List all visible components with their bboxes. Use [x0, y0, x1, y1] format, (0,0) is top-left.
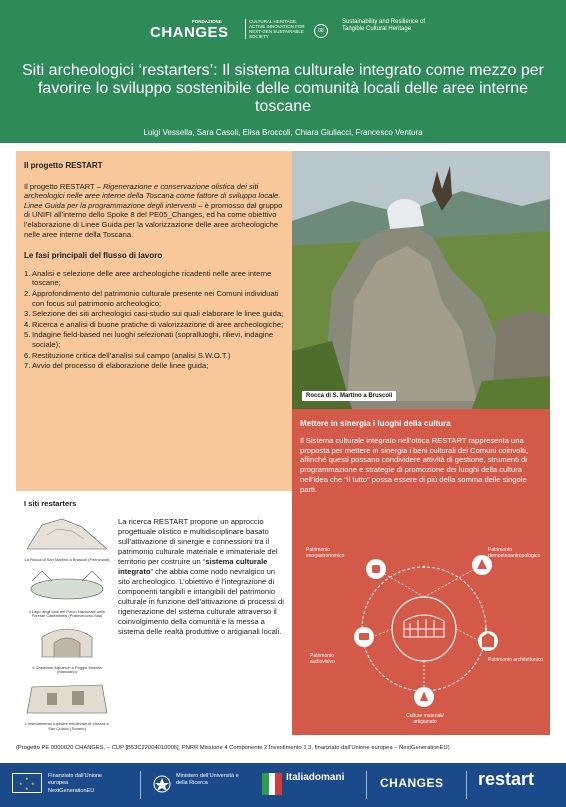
- sites-text-a: La ricerca RESTART propone un approccio progettuale olistico e multidisciplinare basato sull’attivazione di sinergie e connessioni tra il patrimonio culturale materiale e immateriale del territorio per costruire un “: [118, 517, 278, 566]
- phase-item: [24, 351, 284, 361]
- phase-item: [24, 269, 284, 288]
- phase-number: 6.: [24, 350, 31, 360]
- footer-italiadomani: Italiadomani: [286, 772, 345, 783]
- phase-item: [24, 309, 284, 319]
- logo-changes-tagline: CULTURAL HERITAGE, ACTIVE INNOVATION FOR NEXT-GEN SUSTAINABLE SOCIETY: [245, 19, 305, 39]
- synergy-panel: [292, 409, 550, 735]
- funding-note: (Progetto PE 0000020 CHANGES, – CUP [B53C22004010006], PNRR Missione 4 Componente 2 Investimento 1.3, finanziato dall’Unione europea – NextGenerationEU): [16, 745, 450, 751]
- phase-number: 5.: [24, 330, 31, 340]
- poster-title: Siti archeologici ‘restarters’: Il sistema culturale integrato come mezzo per favorire lo sviluppo sostenibile delle comunità locali delle aree interne toscane: [22, 62, 544, 115]
- phases-list: [24, 269, 284, 371]
- logo-spoke: Sustainability and Resilience of Tangible Cultural Heritage: [342, 19, 426, 32]
- phase-text: Avvio del processo di elaborazione delle linee guida;: [32, 361, 209, 371]
- phase-item: [24, 361, 284, 371]
- phase-text: Indagine field-based nei luoghi selezionati (sopralluoghi, rilievi, indagine sociale);: [32, 330, 274, 349]
- integrated-system-diagram: [292, 529, 550, 735]
- project-description: [24, 182, 284, 240]
- phase-item: [24, 320, 284, 330]
- footer-restart-logo: restart: [478, 769, 535, 789]
- footer-eu-label: Finanziato dall’Unione europea: [48, 773, 103, 786]
- diagram-graphic: [292, 529, 550, 735]
- phase-number: 4.: [24, 319, 31, 329]
- spoke-badge: 08: [314, 24, 328, 38]
- sites-text-c: ” che abbia come nodo nevralgico un sito archeologico. L’obiettivo è l’integrazione di componenti tangibili e intangibili del patrimonio culturale in funzione dell’attivazione di processi di rigenerazione del sistema culturale attraverso il coinvolgimento della comunità e la messa a sistema delle realtà produttive o artigianali locali.: [118, 567, 284, 636]
- phase-text: Ricerca e analisi di buone pratiche di valorizzazione di aree archeologiche;: [32, 319, 284, 329]
- label-enogastronomico: Patrimonio enogastronomico: [306, 547, 345, 559]
- phase-number: 1.: [24, 268, 31, 278]
- footer-eu-sub: NextGenerationEU: [48, 788, 95, 794]
- colosseum-icon: [404, 615, 444, 637]
- sketch-vitozza: [22, 679, 112, 715]
- phases-heading: Le fasi principali del flusso di lavoro: [24, 251, 163, 261]
- project-text-italic: Rigenerazione e conservazione olistica dei siti archeologici nelle aree interne della Toscana come fattore di sviluppo locale. Linee Guida per la programmazione degli interventi: [24, 181, 281, 210]
- phase-text: Approfondimento del patrimonio culturale presente nei Comuni individuati con focus sul patrimonio archeologico;: [32, 288, 279, 308]
- photo-caption: Rocca di S. Martino a Bruscoli: [302, 391, 396, 401]
- phase-text: Selezione dei siti archeologici casi-studio sui quali elaborare le linee guida;: [32, 309, 284, 319]
- logo-fondazione: FONDAZIONE: [192, 19, 222, 24]
- sites-panel: [16, 491, 292, 735]
- sketch-caption-1: La Rocca di San Martino a Bruscoli (Firenzuola): [24, 557, 110, 562]
- project-heading: Il progetto RESTART: [24, 161, 103, 170]
- synergy-heading: Mettere in sinergia i luoghi della cultura: [300, 419, 451, 428]
- sketch-caption-3: Il Castellum Aquarum a Poggio Murella (Manciano): [32, 664, 102, 675]
- phase-item: [24, 289, 284, 308]
- sketch-lago: [22, 567, 112, 603]
- eu-flag-icon: ★ ★ ★ ★: [12, 773, 42, 793]
- project-text-c: – è promosso dal gruppo di UNIFI all’interno dello Spoke 8 del PE05_Changes, ed ha come obiettivo l’elaborazione di Linee Guida per la valorizzazione delle aree archeologiche nelle aree interne della Toscana.: [24, 200, 283, 239]
- sites-description: [118, 517, 288, 637]
- sketch-caption-4: L’insediamento rupestre medievale di Vitozza a San Quirico (Sorano): [25, 720, 109, 731]
- footer-divider: [466, 771, 467, 799]
- project-text-a: Il progetto RESTART –: [24, 181, 103, 191]
- footer-changes-logo: CHANGES: [380, 776, 444, 790]
- footer-divider: [366, 771, 367, 799]
- photo-rocca: [292, 151, 550, 409]
- ruins-illustration: [292, 151, 550, 409]
- sketches-column: [22, 515, 112, 735]
- phase-number: 2.: [24, 288, 31, 298]
- phase-number: 3.: [24, 309, 31, 319]
- sites-heading: I siti restarters: [24, 499, 77, 508]
- poster-header: [0, 0, 566, 143]
- footer-logos: [0, 763, 566, 807]
- footer-eu-text: [48, 773, 118, 795]
- label-culture-materiali: Culture materiali/ artigianato: [406, 713, 444, 725]
- sketch-rocca: [22, 515, 112, 551]
- authors: Luigi Vessella, Sara Casoli, Elisa Broccoli, Chiara Giuliacci, Francesco Ventura: [143, 128, 423, 137]
- project-panel: [16, 151, 292, 491]
- label-audiovisivo: Patrimonio audiovisivo: [310, 653, 335, 665]
- italy-flag-icon: [262, 773, 282, 795]
- phase-text: Analisi e selezione delle aree archeologiche ricadenti nelle aree interne toscane;: [32, 268, 272, 288]
- phase-text: Restituzione critica dell’analisi sul campo (analisi S.W.O.T.): [32, 350, 231, 360]
- sites-text-bold: sistema culturale integrato: [118, 557, 268, 576]
- label-demoetnoantropologico: Patrimonio demoetnoantropologico: [488, 547, 541, 559]
- italian-emblem-icon: [152, 774, 172, 794]
- synergy-text: Il Sistema culturale integrato nell’ottica RESTART rappresenta una proposta per mettere in sinergia i beni culturali dei Comuni coinvolti, affinché questi possano condividere attività di gestione, strumenti di programmazione e strategie di promozione dei luoghi della cultura nell’idea che “il tutto” possa essere di più della somma delle singole parti.: [300, 435, 528, 494]
- logo-changes: CHANGES: [150, 24, 229, 41]
- sketch-castellum: [22, 623, 112, 659]
- sketch-caption-2: Il Lago degli Idoli nel Parco Nazionale delle Foreste Casentinesi (Pratovecchio-Stia): [28, 608, 106, 619]
- phase-number: 7.: [24, 361, 31, 371]
- label-architettonico: Patrimonio architettonico: [488, 657, 544, 663]
- footer-mur: Ministero dell’Università e della Ricerca: [176, 773, 239, 786]
- phase-item: [24, 330, 284, 349]
- footer-divider: [140, 771, 141, 799]
